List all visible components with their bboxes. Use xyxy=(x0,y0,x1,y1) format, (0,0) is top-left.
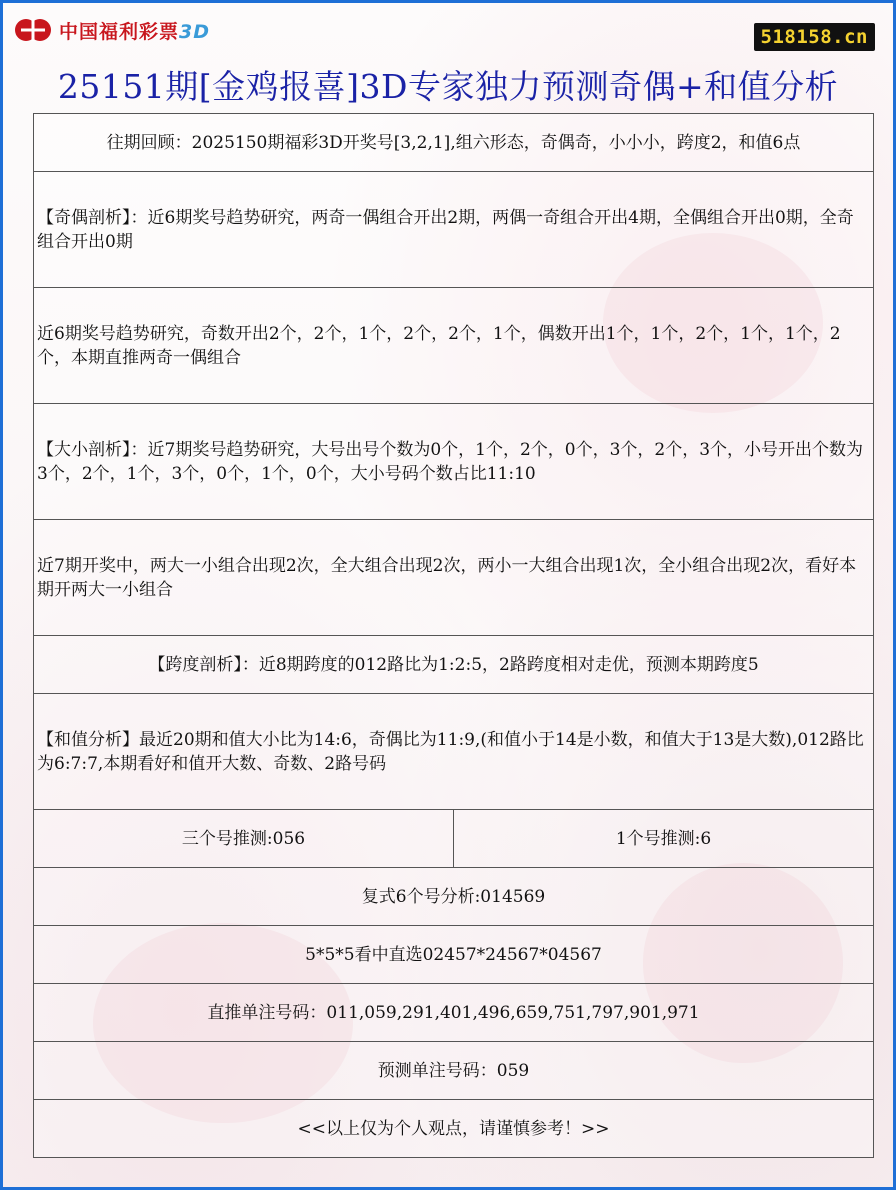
table-row xyxy=(34,1100,874,1158)
table-row xyxy=(34,984,874,1042)
table-row xyxy=(34,288,874,404)
header xyxy=(3,3,893,113)
logo-text: 中国福利彩票3D xyxy=(59,20,211,43)
table-row xyxy=(34,636,874,694)
three-number-pick-cell: 三个号推测:056 xyxy=(34,810,454,868)
big-small-trend-cell: 近7期开奖中，两大一小组合出现2次，全大组合出现2次，两小一大组合出现1次，全小组合出现2次，看好本期开两大一小组合 xyxy=(34,520,874,636)
table-row xyxy=(34,1042,874,1100)
lottery-logo-icon xyxy=(13,13,53,47)
table-row xyxy=(34,172,874,288)
site-badge[interactable]: 518158.cn xyxy=(754,23,875,51)
odd-even-analysis-cell: 【奇偶剖析】：近6期奖号趋势研究，两奇一偶组合开出2期，两偶一奇组合开出4期，全偶组合开出0期，全奇组合开出0期 xyxy=(34,172,874,288)
table-row xyxy=(34,520,874,636)
disclaimer-cell: <<以上仅为个人观点，请谨慎参考！>> xyxy=(34,1100,874,1158)
welfare-lottery-logo[interactable] xyxy=(13,13,210,47)
six-number-pick-cell: 复式6个号分析:014569 xyxy=(34,868,874,926)
table-row xyxy=(34,404,874,520)
review-cell: 往期回顾：2025150期福彩3D开奖号[3,2,1],组六形态，奇偶奇，小小小，跨度2，和值6点 xyxy=(34,114,874,172)
direct-combo-cell: 5*5*5看中直选02457*24567*04567 xyxy=(34,926,874,984)
span-analysis-cell: 【跨度剖析】：近8期跨度的012路比为1:2:5，2路跨度相对走优，预测本期跨度5 xyxy=(34,636,874,694)
odd-even-trend-cell: 近6期奖号趋势研究，奇数开出2个，2个，1个，2个，2个，1个，偶数开出1个，1个，2个，1个，1个，2个，本期直推两奇一偶组合 xyxy=(34,288,874,404)
table-row xyxy=(34,114,874,172)
table-row xyxy=(34,868,874,926)
big-small-analysis-cell: 【大小剖析】：近7期奖号趋势研究，大号出号个数为0个，1个，2个，0个，3个，2个，3个，小号开出个数为3个，2个，1个，3个，0个，1个，0个，大小号码个数占比11:10 xyxy=(34,404,874,520)
predicted-single-cell: 预测单注号码：059 xyxy=(34,1042,874,1100)
direct-singles-cell: 直推单注号码：011,059,291,401,496,659,751,797,901,971 xyxy=(34,984,874,1042)
table-row xyxy=(34,926,874,984)
logo-3d-text: 3D xyxy=(179,20,211,43)
sum-analysis-cell: 【和值分析】最近20期和值大小比为14:6，奇偶比为11:9,(和值小于14是小数，和值大于13是大数),012路比为6:7:7,本期看好和值开大数、奇数、2路号码 xyxy=(34,694,874,810)
table-row xyxy=(34,694,874,810)
one-number-pick-cell: 1个号推测:6 xyxy=(454,810,874,868)
analysis-table xyxy=(33,113,874,1158)
table-row xyxy=(34,810,874,868)
page-title: 25151期[金鸡报喜]3D专家独力预测奇偶+和值分析 xyxy=(57,67,839,106)
